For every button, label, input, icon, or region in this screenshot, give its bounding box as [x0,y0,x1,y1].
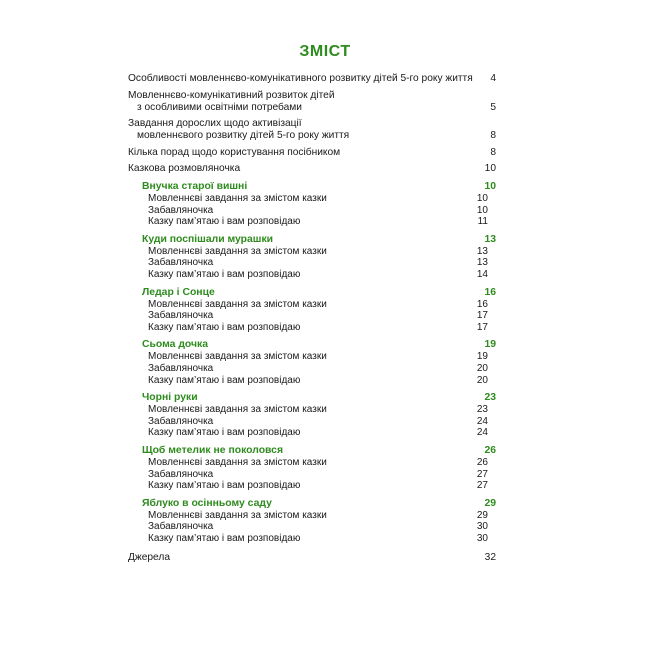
toc-subentry[interactable] [128,510,496,522]
toc-page-number: 32 [484,552,496,564]
toc-tale-heading[interactable] [128,339,496,351]
toc-page-number: 30 [476,532,488,544]
toc-subentry-label: Мовленнєві завдання за змістом казки [148,404,327,416]
toc-entry-line: Завдання дорослих щодо активізації [128,118,302,129]
toc-page-number: 13 [484,233,496,245]
toc-entry-line: Особливості мовленнєво-комунікативного розвитку дітей 5-го року життя [128,73,473,84]
toc-page-number: 19 [484,339,496,351]
toc-tale-title: Сьома дочка [142,339,209,351]
toc-subentry-label: Мовленнєві завдання за змістом казки [148,456,327,468]
toc-entry-line: Казкова розмовляночка [128,163,241,174]
toc-page-number: 10 [476,193,488,204]
toc-page-number: 16 [484,286,496,298]
toc-subentry[interactable] [128,416,496,428]
toc-subentry[interactable] [128,246,496,258]
toc-page-number: 10 [476,204,488,216]
toc-page-number: 26 [484,444,496,456]
toc-subentry[interactable] [128,205,496,217]
toc-tale-heading[interactable] [128,181,496,193]
toc-subentry-label: Мовленнєві завдання за змістом казки [148,245,327,257]
toc-tale-title: Внучка старої вишні [142,181,248,192]
toc-page-number: 4 [490,73,496,84]
toc-entry-label [128,163,476,175]
toc-subentry-label: Забавляночка [148,521,214,533]
toc-subentry[interactable] [128,363,496,375]
toc-subentry-label: Забавляночка [148,204,214,216]
toc-page-number: 27 [476,480,488,492]
toc-page-number: 26 [476,456,488,468]
toc-tale-heading[interactable] [128,445,496,457]
toc-entry-label [128,73,476,85]
toc-page-number: 8 [490,130,496,141]
toc-subentry-label: Казку пам’ятаю і вам розповідаю [148,321,301,333]
toc-subentry-label: Мовленнєві завдання за змістом казки [148,351,327,363]
toc-page-number: 24 [476,415,488,427]
toc-entry[interactable] [128,73,496,85]
table-of-contents [128,73,496,564]
toc-page-number: 10 [484,181,496,192]
toc-tale-title: Яблуко в осінньому саду [142,497,272,509]
toc-entry[interactable] [128,147,496,159]
toc-subentry-label: Казку пам’ятаю і вам розповідаю [148,480,301,492]
toc-tale-heading[interactable] [128,392,496,404]
toc-subentry-label: Казку пам’ятаю і вам розповідаю [148,427,301,439]
toc-subentry[interactable] [128,351,496,363]
toc-subentry[interactable] [128,469,496,481]
toc-entry[interactable] [128,118,496,142]
toc-page-number: 27 [476,468,488,480]
toc-page-number: 23 [476,404,488,416]
toc-subentry-label: Мовленнєві завдання за змістом казки [148,509,327,521]
toc-subentry-label: Казку пам’ятаю і вам розповідаю [148,532,301,544]
toc-subentry-label: Казку пам’ятаю і вам розповідаю [148,268,301,280]
toc-entry[interactable] [128,163,496,175]
toc-subentry[interactable] [128,257,496,269]
toc-tale-heading[interactable] [128,287,496,299]
toc-subentry-label: Забавляночка [148,310,214,322]
toc-tale-heading[interactable] [128,234,496,246]
toc-page-number: 29 [476,509,488,521]
toc-entry[interactable] [128,90,496,114]
toc-subentry[interactable] [128,521,496,533]
toc-subentry[interactable] [128,269,496,281]
toc-subentry[interactable] [128,216,496,228]
toc-tale-heading[interactable] [128,498,496,510]
toc-subentry[interactable] [128,457,496,469]
toc-page-number: 30 [476,521,488,533]
toc-subentry-label: Мовленнєві завдання за змістом казки [148,193,327,204]
toc-subentry-label: Забавляночка [148,468,214,480]
toc-page-number: 8 [490,146,496,158]
toc-subentry[interactable] [128,310,496,322]
toc-subentry[interactable] [128,193,496,205]
toc-subentry-label: Мовленнєві завдання за змістом казки [148,298,327,310]
toc-page-number: 23 [484,392,496,404]
toc-page-number: 10 [484,163,496,174]
toc-entry-label: Джерела [128,552,170,564]
toc-subentry-label: Забавляночка [148,362,214,374]
toc-entry-line: Кілька порад щодо користування посібником [128,146,341,158]
toc-subentry[interactable] [128,480,496,492]
toc-page-number: 20 [476,362,488,374]
toc-page-number: 19 [476,351,488,363]
toc-entry-line: мовленнєвого розвитку дітей 5-го року життя [137,130,350,141]
toc-page-number: 16 [476,298,488,310]
toc-entry-sources[interactable] [128,552,496,564]
toc-page-number: 13 [476,257,488,269]
toc-subentry-label: Казку пам’ятаю і вам розповідаю [148,374,301,386]
toc-page-number: 14 [476,268,488,280]
toc-page-number: 5 [490,101,496,113]
toc-tale-title: Ледар і Сонце [142,286,215,298]
toc-page-number: 20 [476,374,488,386]
toc-subentry[interactable] [128,375,496,387]
toc-entry-line: Мовленнєво-комунікативний розвиток дітей [128,89,335,101]
toc-entry-label [128,147,476,159]
toc-subentry-label: Казку пам’ятаю і вам розповідаю [148,216,301,228]
toc-tale-title: Куди поспішали мурашки [142,233,274,245]
toc-subentry[interactable] [128,404,496,416]
toc-subentry[interactable] [128,427,496,439]
toc-page-number: 11 [477,216,488,228]
toc-subentry[interactable] [128,533,496,545]
toc-tale-title: Чорні руки [142,392,198,404]
toc-page-number: 29 [484,497,496,509]
toc-subentry[interactable] [128,322,496,334]
page-title: ЗМІСТ [299,43,351,60]
toc-tale-title: Щоб метелик не поколовся [142,444,284,456]
toc-page-number: 13 [476,245,488,257]
toc-entry-label [128,118,476,142]
toc-page-number: 24 [476,427,488,439]
toc-subentry-label: Забавляночка [148,415,214,427]
toc-entry-line: з особливими освітніми потребами [137,101,302,113]
toc-page-number: 17 [476,310,488,322]
toc-subentry-label: Забавляночка [148,257,214,269]
toc-page-number: 17 [476,321,488,333]
toc-entry-label [128,90,476,114]
toc-subentry[interactable] [128,299,496,311]
